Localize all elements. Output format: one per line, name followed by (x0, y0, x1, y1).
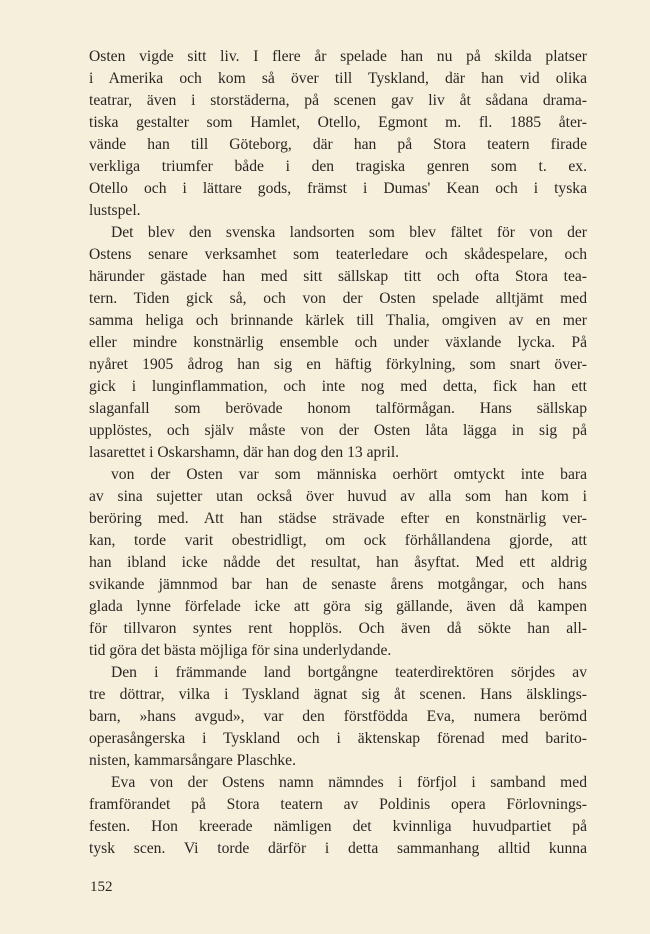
text-line: härunder gästade han med sitt sällskap titt och ofta Stora tea- (89, 268, 587, 285)
text-line: slaganfall som berövade honom talförmågan. Hans sällskap (89, 400, 587, 417)
text-line: operasångerska i Tyskland och i äktenskap förenad med barito- (89, 730, 587, 747)
text-line: kan, torde varit obestridligt, om ock förhållandena gjorde, att (89, 532, 587, 549)
text-line: Ostens senare verksamhet som teaterledare och skådespelare, och (89, 246, 587, 263)
text-line: lasarettet i Oskarshamn, där han dog den 13 april. (89, 444, 400, 461)
text-line: tre döttrar, vilka i Tyskland ägnat sig åt scenen. Hans älsklings- (89, 686, 587, 703)
text-line: nyåret 1905 ådrog han sig en häftig förkylning, som snart över- (89, 356, 587, 373)
text-line: barn, »hans avgud», var den förstfödda Eva, numera berömd (89, 708, 587, 725)
text-line: Osten vigde sitt liv. I flere år spelade han nu på skilda platser (89, 48, 587, 65)
text-line: vände han till Göteborg, där han på Stora teatern firade (89, 136, 587, 153)
text-line: lustspel. (89, 202, 141, 219)
text-line: upplöstes, och själv måste von der Osten låta lägga in sig på (89, 422, 587, 439)
text-line: verkliga triumfer både i den tragiska genren som t. ex. (89, 158, 587, 175)
text-line: i Amerika och kom så över till Tyskland, där han vid olika (89, 70, 587, 87)
text-line: von der Osten var som människa oerhört omtyckt inte bara (111, 466, 587, 483)
text-line: svikande jämnmod bar han de senaste årens motgångar, och hans (89, 576, 587, 593)
text-line: av sina sujetter utan också över huvud av alla som han kom i (89, 488, 587, 505)
text-line: tern. Tiden gick så, och von der Osten spelade alltjämt med (89, 290, 587, 307)
text-line: tysk scen. Vi torde därför i detta sammanhang alltid kunna (89, 840, 587, 857)
text-line: beröring med. Att han städse strävade efter en konstnärlig ver- (89, 510, 587, 527)
text-line: tiska gestalter som Hamlet, Otello, Egmont m. fl. 1885 åter- (89, 114, 587, 131)
text-line: Det blev den svenska landsorten som blev fältet för von der (111, 224, 587, 241)
text-line: han ibland icke nådde det resultat, han åsyftat. Med ett aldrig (89, 554, 587, 571)
text-line: för tillvaron syntes rent hopplös. Och även då sökte han all- (89, 620, 587, 637)
text-line: nisten, kammarsångare Plaschke. (89, 752, 296, 769)
text-line: tid göra det bästa möjliga för sina underlydande. (89, 642, 392, 659)
body-text (89, 46, 587, 860)
text-line: Eva von der Ostens namn nämndes i förfjol i samband med (111, 774, 587, 791)
text-line: festen. Hon kreerade nämligen det kvinnliga huvudpartiet på (89, 818, 587, 835)
text-line: Den i främmande land bortgångne teaterdirektören sörjdes av (111, 664, 587, 681)
text-line: framförandet på Stora teatern av Poldinis opera Förlovnings- (89, 796, 587, 813)
text-line: teatrar, även i storstäderna, på scenen gav liv åt sådana drama- (89, 92, 587, 109)
text-line: samma heliga och brinnande kärlek till Thalia, omgiven av en mer (89, 312, 587, 329)
page-number: 152 (90, 879, 113, 895)
text-line: eller mindre konstnärlig ensemble och under växlande lycka. På (89, 334, 587, 351)
text-line: gick i lunginflammation, och inte nog med detta, fick han ett (89, 378, 587, 395)
text-line: glada lynne förfelade icke att göra sig gällande, även då kampen (89, 598, 587, 615)
text-line: Otello och i lättare gods, främst i Dumas' Kean och i tyska (89, 180, 587, 197)
